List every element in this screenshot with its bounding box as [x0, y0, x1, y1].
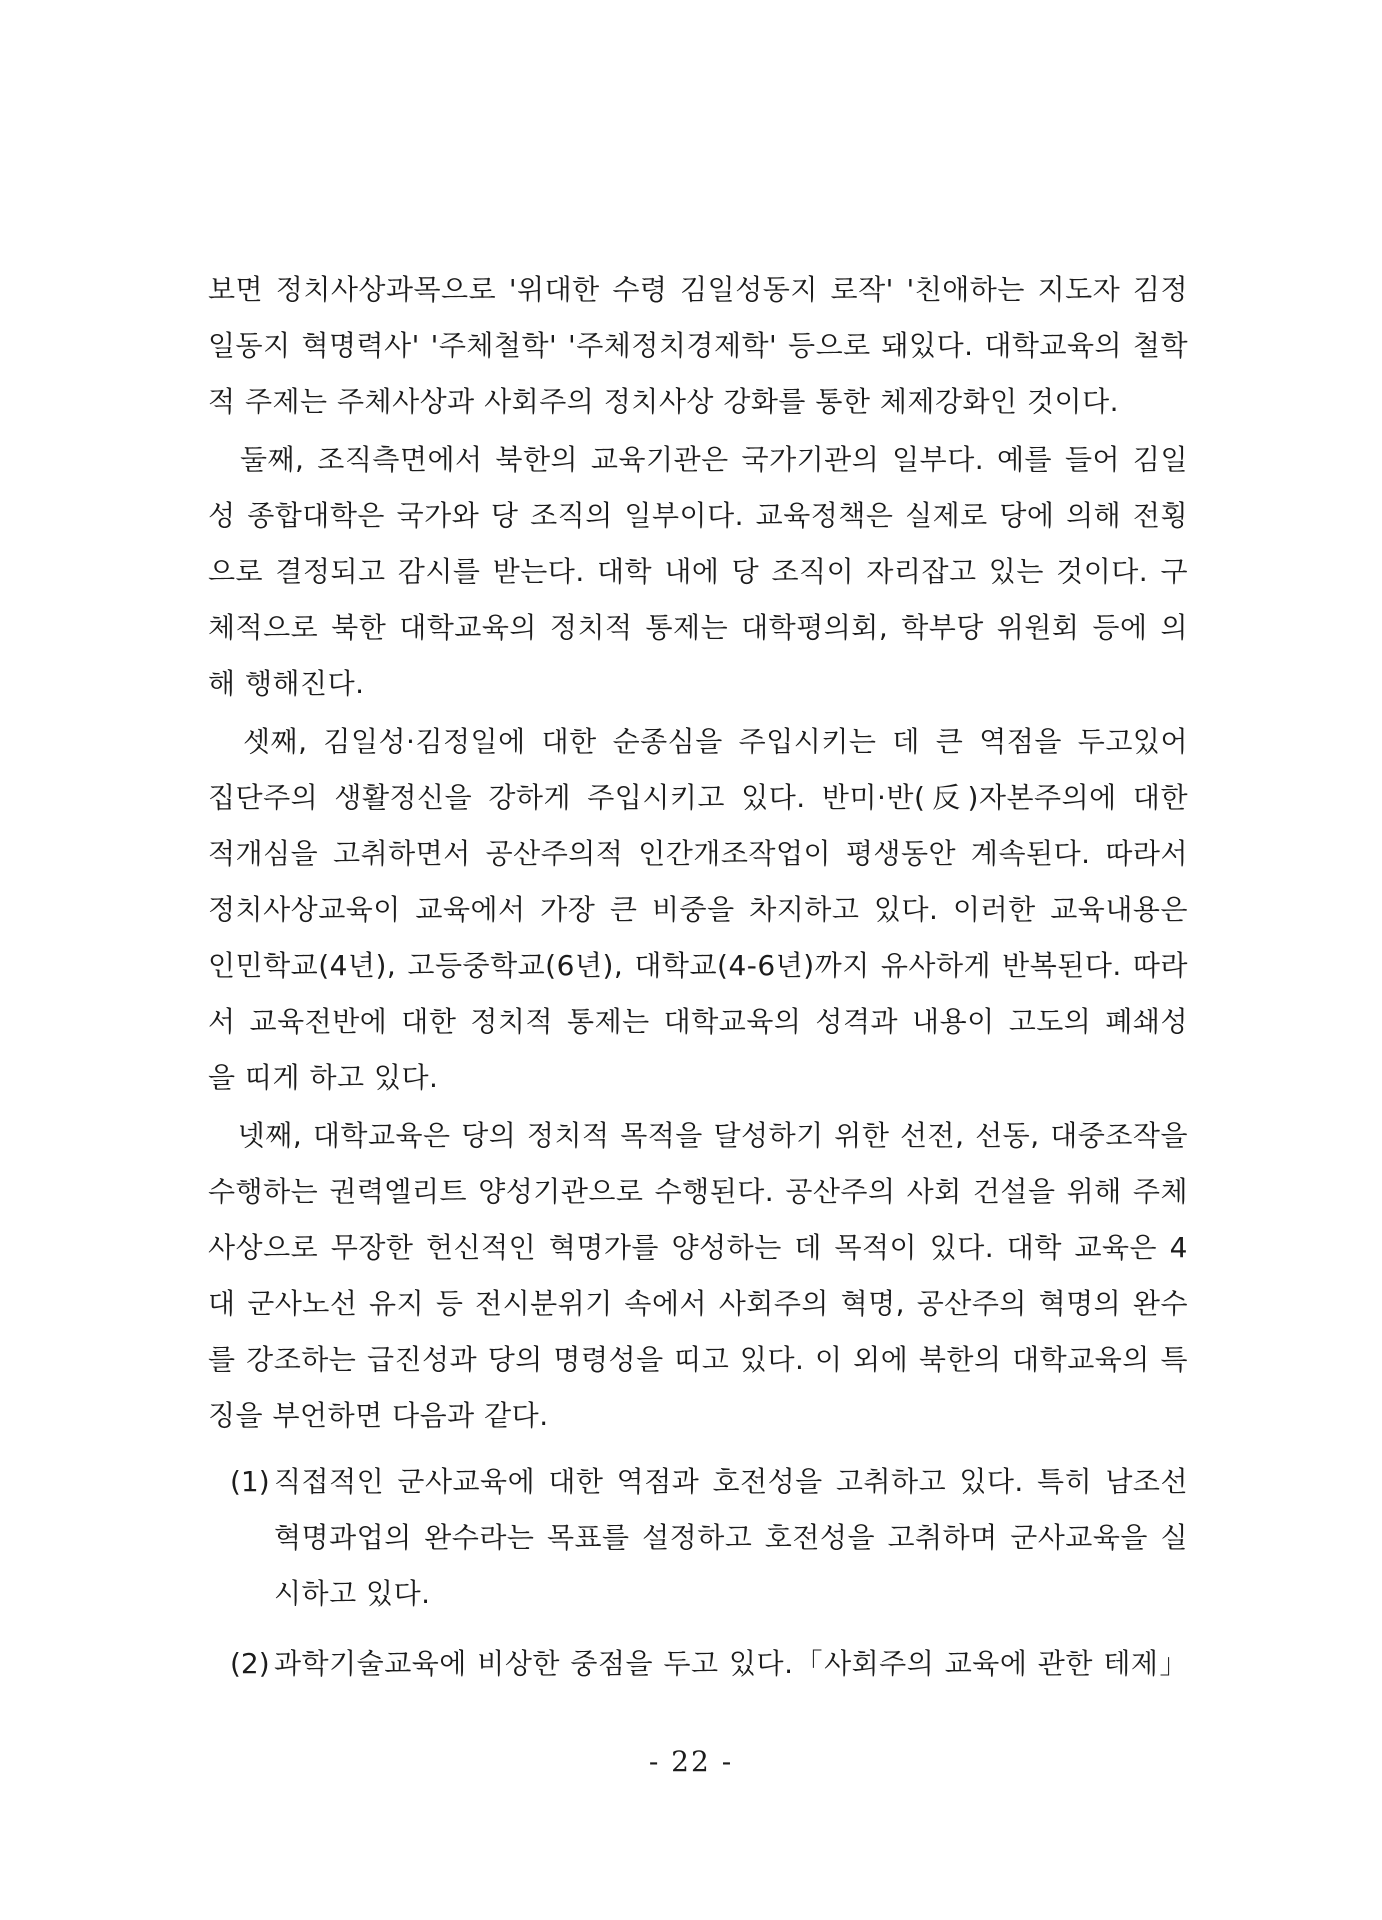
paragraph	[208, 714, 1188, 1106]
text-line: 넷째, 대학교육은 당의 정치적 목적을 달성하기 위한 선전, 선동, 대중조작을	[208, 1119, 1188, 1152]
text-line: 를 강조하는 급진성과 당의 명령성을 띠고 있다. 이 외에 북한의 대학교육의 특	[208, 1343, 1188, 1376]
text-line: 혁명과업의 완수라는 목표를 설정하고 호전성을 고취하며 군사교육을 실	[274, 1521, 1188, 1554]
text-line: 셋째, 김일성·김정일에 대한 순종심을 주입시키는 데 큰 역점을 두고있어	[208, 725, 1188, 758]
body-text	[208, 262, 1188, 1706]
text-line: 둘째, 조직측면에서 북한의 교육기관은 국가기관의 일부다. 예를 들어 김일	[208, 443, 1188, 476]
paragraph	[208, 262, 1188, 430]
text-line: 시하고 있다.	[274, 1577, 431, 1610]
text-line: 과학기술교육에 비상한 중점을 두고 있다.「사회주의 교육에 관한 테제」	[274, 1647, 1188, 1680]
text-line: 적개심을 고취하면서 공산주의적 인간개조작업이 평생동안 계속된다. 따라서	[208, 837, 1188, 870]
text-line: 서 교육전반에 대한 정치적 통제는 대학교육의 성격과 내용이 고도의 폐쇄성	[208, 1005, 1188, 1038]
text-line: 인민학교(4년), 고등중학교(6년), 대학교(4-6년)까지 유사하게 반복된다. 따라	[208, 949, 1188, 982]
text-line: 체적으로 북한 대학교육의 정치적 통제는 대학평의회, 학부당 위원회 등에 의	[208, 611, 1188, 644]
text-line: 정치사상교육이 교육에서 가장 큰 비중을 차지하고 있다. 이러한 교육내용은	[208, 893, 1188, 926]
text-line: 을 띠게 하고 있다.	[208, 1061, 439, 1094]
list-item-number: (2)	[230, 1647, 270, 1680]
text-line: 직접적인 군사교육에 대한 역점과 호전성을 고취하고 있다. 특히 남조선	[274, 1465, 1188, 1498]
text-line: 적 주제는 주체사상과 사회주의 정치사상 강화를 통한 체제강화인 것이다.	[208, 385, 1120, 418]
list-item-number: (1)	[230, 1465, 270, 1498]
numbered-list	[208, 1454, 1188, 1692]
text-line: 징을 부언하면 다음과 같다.	[208, 1399, 549, 1432]
paragraph	[208, 432, 1188, 712]
list-item	[208, 1454, 1188, 1622]
text-line: 집단주의 생활정신을 강하게 주입시키고 있다. 반미·반(反)자본주의에 대한	[208, 781, 1188, 814]
text-line: 수행하는 권력엘리트 양성기관으로 수행된다. 공산주의 사회 건설을 위해 주체	[208, 1175, 1188, 1208]
text-line: 으로 결정되고 감시를 받는다. 대학 내에 당 조직이 자리잡고 있는 것이다. 구	[208, 555, 1188, 588]
paragraph	[208, 1108, 1188, 1444]
text-line: 보면 정치사상과목으로 '위대한 수령 김일성동지 로작' '친애하는 지도자 김정	[208, 273, 1188, 306]
text-line: 성 종합대학은 국가와 당 조직의 일부이다. 교육정책은 실제로 당에 의해 전횡	[208, 499, 1188, 532]
text-line: 일동지 혁명력사' '주체철학' '주체정치경제학' 등으로 돼있다. 대학교육의 철학	[208, 329, 1188, 362]
text-line: 사상으로 무장한 헌신적인 혁명가를 양성하는 데 목적이 있다. 대학 교육은 4	[208, 1231, 1188, 1264]
text-line: 대 군사노선 유지 등 전시분위기 속에서 사회주의 혁명, 공산주의 혁명의 완수	[208, 1287, 1188, 1320]
page-number: - 22 -	[648, 1745, 734, 1778]
list-item	[208, 1636, 1188, 1692]
text-line: 해 행해진다.	[208, 667, 365, 700]
